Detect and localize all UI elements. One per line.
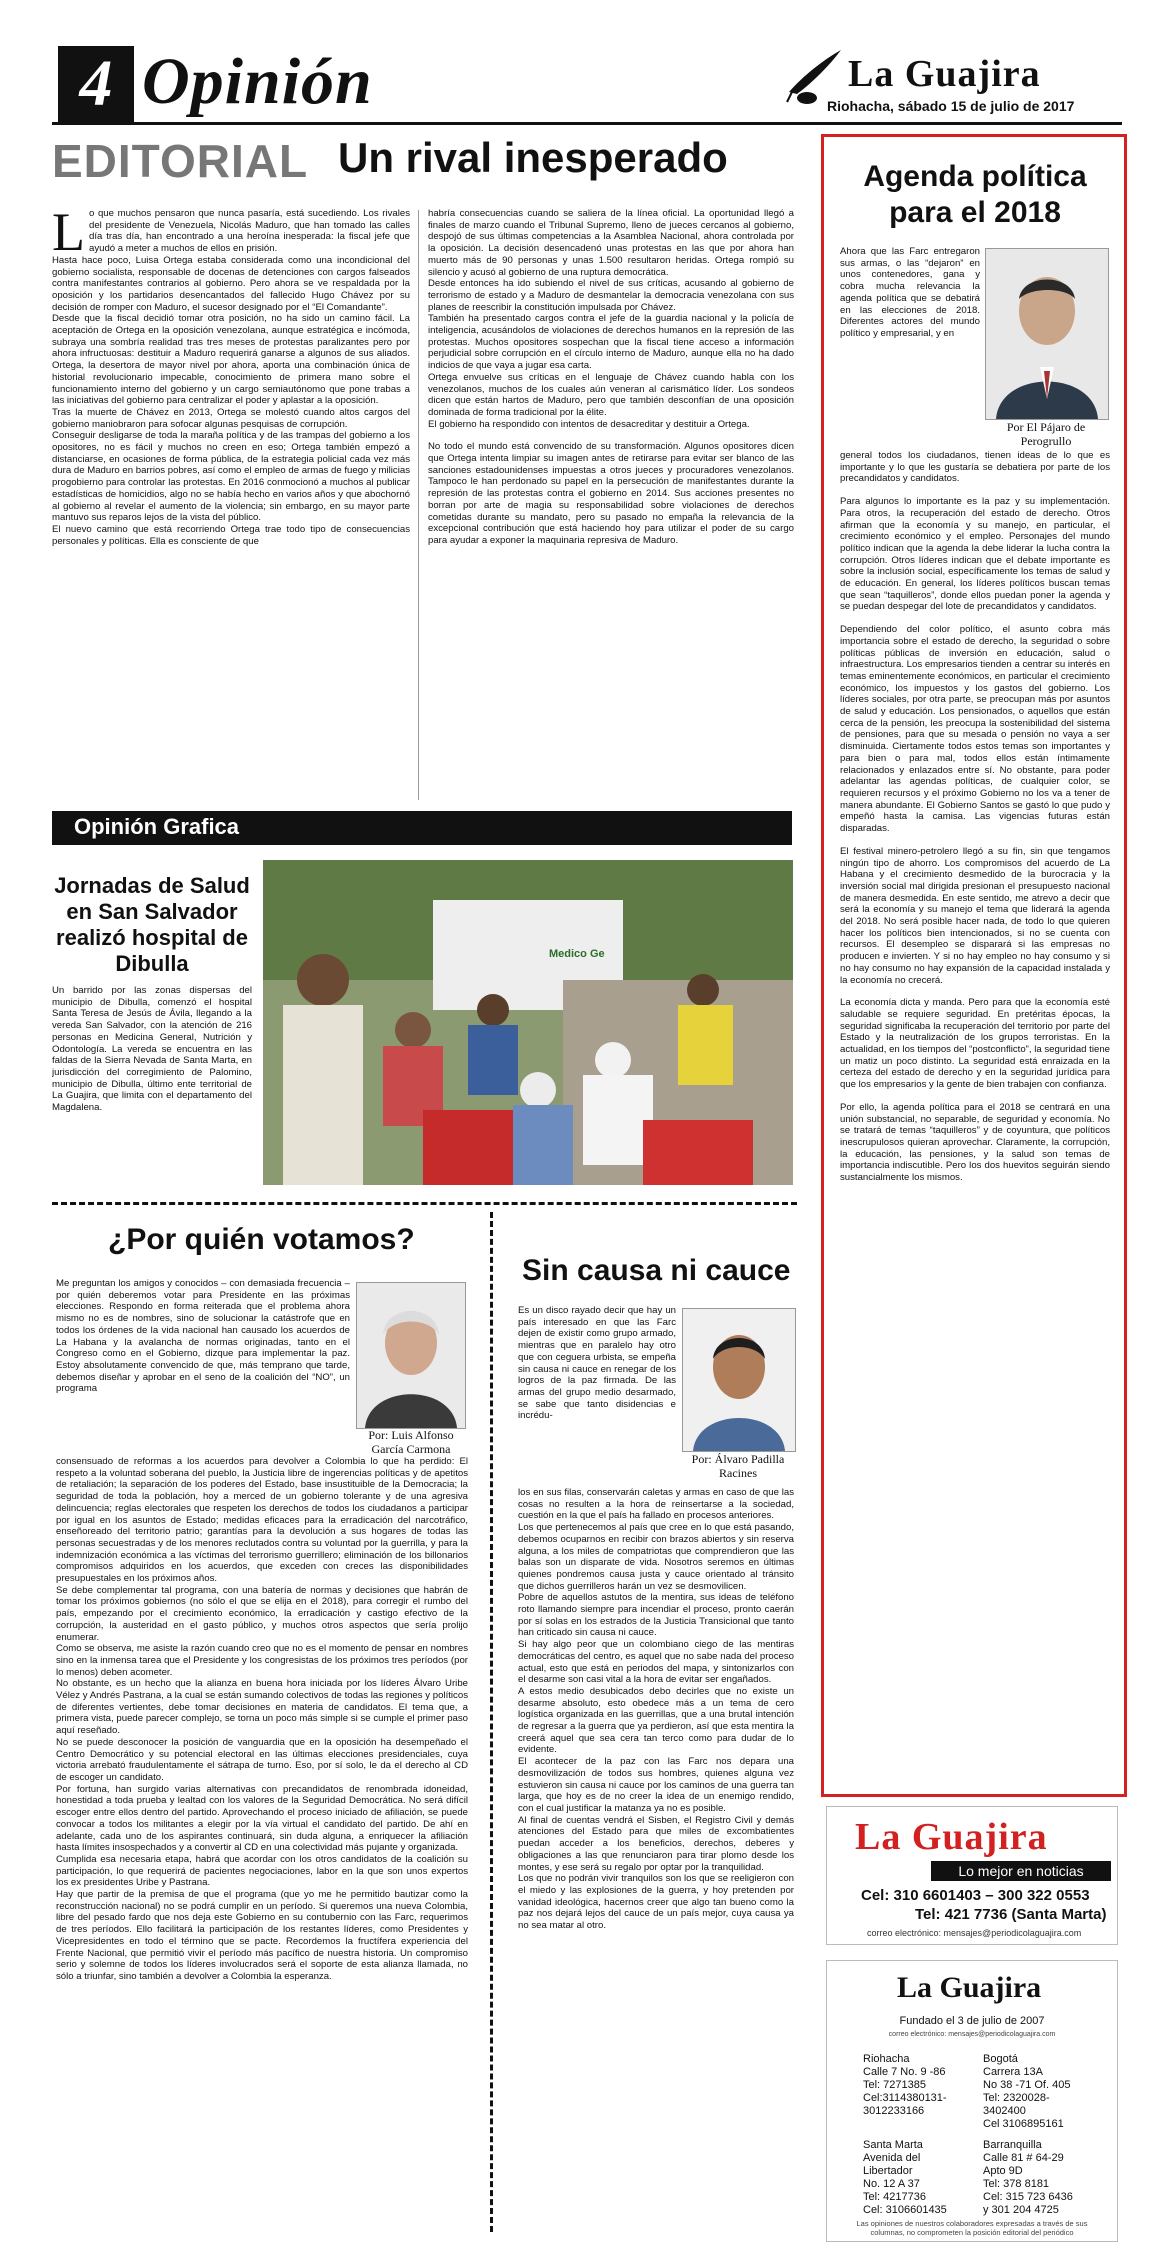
office-line: Tel: 4217736 bbox=[863, 2191, 926, 2203]
paragraph: Si hay algo peor que un colombiano ciego de las mentiras democráticas del centro, es aquel que no sabe nada del proceso actual, esto que está en periodos del mapa, y sintonizarlos con el desarme son casi vital a la hora de evitar ser engañados. bbox=[518, 1639, 794, 1686]
agenda-intro: Ahora que las Farc entregaron sus armas, o las “dejaron” en unos contenedores, gana y cobra mucha relevancia la agenda política que se debatirá en las elecciones de 2018. Diferentes actores del mundo político y empresarial, y en bbox=[840, 246, 980, 339]
photo-story-body: Un barrido por las zonas dispersas del municipio de Dibulla, comenzó el hospital Santa Teresa de Jesús de Ávila, llegando a la vereda San Salvador, con la atención de 216 personas en Medicina General, Nutrición y Odontología. La vereda se encuentra en las faldas de la Sierra Nevada de Santa Marta, en jurisdicción del corregimiento de Palomino, municipio de Dibulla, último ente territorial de La Guajira, que limita con el departamento del Magdalena. bbox=[52, 985, 252, 1114]
paragraph bbox=[840, 613, 1110, 624]
paragraph: El gobierno ha respondido con intentos de desacreditar y destituir a Ortega. bbox=[428, 418, 750, 430]
ad-slogan: Lo mejor en noticias bbox=[931, 1861, 1111, 1881]
opinion-grafica-label: Opinión Grafica bbox=[74, 814, 240, 839]
quill-inkwell-icon bbox=[783, 46, 845, 106]
votamos-body bbox=[56, 1456, 468, 2238]
column-divider bbox=[418, 210, 419, 800]
paragraph: Cumplida esa necesaria etapa, habrá que acordar con los otros candidatos de la coalición su participación, lo que requerirá de pacientes negociaciones, labor en la que son unos expertos los ex presidentes Uribe y Pastrana. bbox=[56, 1853, 468, 1889]
office-line: Calle 7 No. 9 -86 bbox=[863, 2066, 946, 2078]
paragraph: Pobre de aquellos astutos de la mentira, sus ideas de teléfono roto llamando siempre para incendiar el proceso, pronto caerán por sí solas en los estrados de la Justicia Transicional que tanto han criticado sin causa ni cauce. bbox=[518, 1592, 794, 1639]
office-line: Avenida del bbox=[863, 2152, 921, 2164]
editorial-column-2 bbox=[428, 208, 794, 804]
votamos-headline: ¿Por quién votamos? bbox=[108, 1223, 415, 1256]
editorial-column-1 bbox=[52, 208, 410, 804]
editorial-headline: Un rival inesperado bbox=[338, 134, 728, 181]
office-line: Tel: 7271385 bbox=[863, 2079, 926, 2091]
paragraph: Como se observa, me asiste la razón cuando creo que no es el momento de pensar en nombres sino en la inmensa tarea que el Presidente y los congresistas de los próximos tres períodos (por lo menos) deben acometer. bbox=[56, 1643, 468, 1678]
paragraph: consensuado de reformas a los acuerdos para devolver a Colombia lo que ha perdido: El respeto a la voluntad soberana del pueblo, la Justicia libre de ingerencias políticas y de apetitos de retaliación; la separación de los poderes del Estado, base insustituible de la Democracia; la seguridad de toda la población, hoy a merced de un gobierno tolerante y de una agresiva delincuencia; reglas electorales que respeten los derechos de todos los ciudadanos a participar por igual en los asuntos de Estado; medidas eficaces para la erradicación del narcotráfico, enseñoreado del territorio patrio; garantías para la devolución a sus hogares de todas las personas secuestradas y de los menores reclutados contra su voluntad por la guerrilla, y para la indemnización económica a las víctimas del terrorismo guerrillero; eliminación de los billonarios compromisos adquiridos en los acuerdos, que exceden con creces las disponibilidades presupuestales en los próximos años. bbox=[56, 1456, 468, 1585]
columnist-byline: Por: Luis Alfonso García Carmona bbox=[368, 1428, 454, 1456]
dateline: Riohacha, sábado 15 de julio de 2017 bbox=[827, 98, 1075, 114]
section-title: Opinión bbox=[142, 45, 373, 118]
paragraph: El acontecer de la paz con las Farc nos depara una desmovilización de todos sus hombres, quienes alguna vez estuvieron sin causa ni cauce por los caminos de una guerra tan larga, que hoy es de no creer la idea de un enemigo rendido, con el cual justificar la matanza ya no es posible. bbox=[518, 1756, 794, 1814]
office-line: No 38 -71 Of. 405 bbox=[983, 2079, 1071, 2091]
paragraph: El festival minero-petrolero llegó a su fin, sin que tengamos ningún tipo de ahorro. Los compromisos del acuerdo de La Habana y el crecimiento desmedido de la burocracia y la inversión social mal dirigida presionan el presupuesto nacional de manera desmedida. En este sentido, me atrevo a decir que será la economía y su manejo el tema que liderará la agenda del 2018. No será posible hacer nada, de todo lo que quieren hacer los políticos bien intencionados, si no se cuenta con recursos. El desempleo se disparará si las empresas no producen e invierten. Y si no hay empleo no hay consumo y si no hay consumo no hay expansión de la capacidad instalada y la economía no crecerá. bbox=[840, 845, 1110, 986]
paragraph: Hay que partir de la premisa de que el programa (que yo me he permitido bautizar como la reconstrucción nacional) no se podrá cumplir en un período. Si queremos una nueva Colombia, libre del pesado fardo que nos deja este Gobierno en su contubernio con las Farc, requerimos de tres períodos. Ello facilitará la participación de los restantes líderes, como Presidentes y Vicepresidentes en todo el término que se pacte. Recordemos la fructífera experiencia del Frente Nacional, que permitió vivir el período más pacífico de nuestra historia. Un compromiso serio y solemne de todos los líderes involucrados será el soporte de esta alianza llamada, no sólo a triunfar, sino también a devolver a Colombia la esperanza. bbox=[56, 1889, 468, 1982]
tent-text: Medico Ge bbox=[549, 948, 605, 960]
info-logo: La Guajira bbox=[897, 1971, 1042, 2004]
paragraph: habría consecuencias cuando se saliera de la línea oficial. La oportunidad llegó a finales de marzo cuando el Tribunal Supremo, lleno de jueces cercanos al gobierno, despojó de sus últimas competencias a la Asamblea Nacional, ahora controlada por la oposición. La decisión desencadenó unas protestas en las que por ahora han muerto más de 90 personas y unas 1.500 resultaron heridas. Ortega rompió su silencio y acusó al gobierno de una ruptura democrática. bbox=[428, 208, 794, 278]
paragraph bbox=[840, 986, 1110, 997]
office-line: Cel: 3106601435 bbox=[863, 2204, 947, 2216]
office-line: 3402400 bbox=[983, 2105, 1026, 2117]
photo-story-headline: Jornadas de Salud en San Salvador realizó hospital de Dibulla bbox=[54, 873, 250, 976]
office-line: Riohacha bbox=[863, 2053, 910, 2065]
drop-cap: L bbox=[52, 208, 85, 262]
columnist-photo bbox=[985, 248, 1109, 420]
office-barranquilla bbox=[983, 2139, 1113, 2217]
crowd-image bbox=[263, 860, 793, 1185]
vertical-separator bbox=[490, 1212, 493, 2232]
paragraph: Conseguir desligarse de toda la maraña política y de las trampas del gobierno a los opositores, no es fácil y muchos no creen en eso; Ortega también empezó a distanciarse, en ocasiones de forma pública, de la estrategia policial cada vez más dura de Maduro en barrios pobres, así como el empleo de armas de fuego y milicias progobierno para controlar las protestas. En 2016 conmocionó a muchos al publicar estadísticas de homicidios, algo no se había hecho en varios años y que abochornó al gobierno al revelar el aumento de la violencia; sin embargo, en su mayor parte mantuvo sus reparos lejos de la vista del público. bbox=[52, 430, 410, 524]
ad-phone-santa-marta: Tel: 421 7736 (Santa Marta) bbox=[915, 1906, 1107, 1923]
paragraph: Desde que la fiscal decidió tomar otra posición, no ha sido un camino fácil. La aceptación de Ortega en la oposición venezolana, aunque estratégica e incómoda, subraya una sombría realidad tras tres meses de protestas paralizantes pero por ahora infructuosas: destituir a Maduro requerirá ganarse a algunos de sus aliados. Ortega, la desertora de mayor nivel por ahora, aporta una combinación única de historial revolucionario impecable, conocimiento de primera mano sobre el funcionamiento interno del gobierno y un cargo semiautónomo que pone trabas a las iniciativas del gobierno para centralizar el poder y aplastar a la oposición. bbox=[52, 313, 410, 407]
votamos-intro: Me preguntan los amigos y conocidos – con demasiada frecuencia – por quién deberemos votar para Presidente en las próximas elecciones. Respondo en forma reiterada que el problema ahora mismo no es de nombres, sino de solucionar la catástrofe que en todos los órdenes de la vida nacional han causado los acuerdos de La Habana y la avalancha de normas originadas, tanto en el Congreso como en el Gobierno, dizque para implementar la paz. Estoy absolutamente convencido de que, más temprano que tarde, debemos diseñar y aprobar en el seno de la coalición del “NO”, un programa bbox=[56, 1278, 350, 1395]
info-founded: Fundado el 3 de julio de 2007 bbox=[899, 2015, 1045, 2027]
paragraph bbox=[840, 1091, 1110, 1102]
office-line: Apto 9D bbox=[983, 2165, 1023, 2177]
paragraph: Hasta hace poco, Luisa Ortega estaba considerada como una incondicional del gobierno socialista, responsable de docenas de detenciones con cargos falseados contra manifestantes contrarios al gobierno. Pero ahora se ve respaldada por la oposición y los partidarios desencantados del fallecido Hugo Chávez por su decisión de romper con Maduro, el sucesor designado por el “El Comandante”. bbox=[52, 254, 410, 313]
paragraph: No obstante, es un hecho que la alianza en buena hora iniciada por los líderes Álvaro Uribe Vélez y Andrés Pastrana, a la cual se están sumando colectivos de todas las regiones y políticos de diferentes vertientes, debe tomar decisiones en materia de candidatos. El tema que, a primera vista, puede parecer complejo, se torna un poco más simple si se cumple el primer paso aquí reseñado. bbox=[56, 1678, 468, 1737]
masthead-logo: La Guajira bbox=[848, 53, 1041, 95]
paragraph bbox=[840, 835, 1110, 846]
office-line: y 301 204 4725 bbox=[983, 2204, 1059, 2216]
agenda-body bbox=[840, 450, 1110, 1780]
sin-causa-intro: Es un disco rayado decir que hay un país interesado en que las Farc dejen de existir como grupo armado, mientras que en paralelo hay otro que con ceguera urbista, se empeña sin causa ni cauce en renegar de los logros de la paz firmada. De las armas del grupo medio desarmado, se sabe que tanto disidencias e incrédu- bbox=[518, 1305, 676, 1422]
office-bogota bbox=[983, 2053, 1113, 2131]
office-line: Carrera 13A bbox=[983, 2066, 1043, 2078]
ad-email: correo electrónico: mensajes@periodicolaguajira.com bbox=[867, 1928, 1082, 1938]
ad-phones: Cel: 310 6601403 – 300 322 0553 bbox=[861, 1887, 1090, 1904]
paragraph: los en sus filas, conservarán caletas y armas en caso de que las cosas no resulten a la hora de reinsertarse a la sociedad, cuestión en la que el país ha fallado en procesos anteriores. bbox=[518, 1487, 794, 1522]
paragraph bbox=[840, 485, 1110, 496]
paragraph: Ortega envuelve sus críticas en el lenguaje de Chávez cuando habla con los venezolanos, muchos de los cuales aún veneran al carismático líder. Los sondeos dicen que están hartos de Maduro, pero que también desconfían de una oposición dominada de forma tradicional por la élite. bbox=[428, 371, 794, 418]
section-separator bbox=[52, 1202, 797, 1205]
paragraph: Se debe complementar tal programa, con una batería de normas y decisiones que habrán de tomar los próximos gobiernos (no sólo el que se elija en el 2018), para corregir el rumbo del país, empezando por el crecimiento económico, la erradicación y castigo efectivo de la corrupción, la austeridad en el gasto público, y muchos otros aspectos que sería prolijo enumerar. bbox=[56, 1584, 468, 1643]
paragraph: Al final de cuentas vendrá el Sisben, el Registro Civil y demás atenciones del Estado para que miles de excombatientes puedan acceder a los beneficios, derechos, deberes y obligaciones a las que renunciaron para tirar plomo desde los montes, y ese será su regalo por optar por la tranquilidad. bbox=[518, 1814, 794, 1873]
office-line: Barranquilla bbox=[983, 2139, 1042, 2151]
info-disclaimer: Las opiniones de nuestros colaboradores expresadas a través de sus columnas, no comprometen la posición editorial del periódico bbox=[856, 2219, 1088, 2237]
header-rule bbox=[52, 122, 1122, 125]
paragraph: No se puede desconocer la posición de vanguardia que en la oposición ha desempeñado el Centro Democrático y su potencial electoral en las últimas elecciones presidenciales, cuya victoria arrebató fraudulentamente el sátrapa de turno. Eso, por sí solo, le da el derecho al CD de escoger un candidato. bbox=[56, 1736, 468, 1783]
portrait-icon bbox=[357, 1283, 465, 1428]
paragraph: La economía dicta y manda. Pero para que la economía esté saludable se requiere seguridad. En pretéritas épocas, la seguridad significaba la recuperación del territorio por parte del Estado y la neutralización de los grupos terroristas. En la actualidad, en los tiempos del “postconflicto”, la seguridad tiene un matiz un poco distinto. La seguridad está enraizada en la certeza del estado de derecho y en la seguridad jurídica para que los empresarios y la gente de bien trabajen con confianza. bbox=[840, 997, 1110, 1091]
paragraph: Desde entonces ha ido subiendo el nivel de sus críticas, acusando al gobierno de terrorismo de estado y a Maduro de desmantelar la democracia venezolana con sus planes de reescribir la constitución impulsada por Chávez. bbox=[428, 278, 794, 313]
sin-causa-body bbox=[518, 1487, 794, 2237]
paragraph: No todo el mundo está convencido de su transformación. Algunos opositores dicen que Ortega intenta limpiar su imagen antes de retirarse para evitar ser blanco de las sanciones estadounidenses impuestas a otros jueces y procuradores venezolanos. Tampoco le han perdonado su papel en la persecución de manifestantes durante la represión de las protestas contra el gobierno en 2014. Sus acciones presentes no borran por arte de magia su responsabilidad sobre violaciones de derechos cometidas durante su mandato, pero su pasado no empaña la relevancia de la excepcional contribución que está haciendo hoy para utilizar el poder de su cargo para ayudar a exponer la maquinaria represiva de Maduro. bbox=[428, 441, 794, 546]
office-line: Bogotá bbox=[983, 2053, 1018, 2065]
office-line: Calle 81 # 64-29 bbox=[983, 2152, 1064, 2164]
columnist-photo bbox=[682, 1308, 796, 1452]
columnist-byline: Por: Álvaro Padilla Racines bbox=[691, 1452, 785, 1480]
paragraph: general todos los ciudadanos, tienen ideas de lo que es importante y lo que les gustaría se debatiera por parte de los precandidatos y candidatos. bbox=[840, 450, 1110, 485]
agenda-headline: Agenda política para el 2018 bbox=[863, 160, 1087, 229]
paragraph: Para algunos lo importante es la paz y su implementación. Para otros, la recuperación del estado de derecho. Otros afirman que la economía y su manejo, en particular, el crecimiento económico y el empleo. Personajes del mundo político indican que la agenda la debe liderar la lucha contra la corrupción. Otros líderes indican que el debate importante es sobre la inclusión social, específicamente los temas de salud y de educación. En general, los líderes políticos buscan temas que sean “taquilleros”, donde ellos puedan poner la agenda y se puedan despegar del lote de precandidatos y candidatos. bbox=[840, 496, 1110, 613]
portrait-icon bbox=[986, 249, 1108, 419]
paragraph: Por ello, la agenda política para el 2018 se centrará en una unión substancial, no separable, de seguridad y economía. No se tratará de temas “taquilleros” y de coyuntura, que políticos inescrupulosos quieran aprovechar. Claramente, la corrupción, la educación, las pensiones, y la salud son temas de importancia indiscutible. Pero los dos huevitos seguirán siendo sustancialmente los mismos. bbox=[840, 1101, 1110, 1184]
columnist-byline: Por El Pájaro de Perogrullo bbox=[1006, 420, 1086, 448]
office-line: Cel:3114380131- bbox=[863, 2092, 947, 2104]
ad-logo: La Guajira bbox=[855, 1816, 1048, 1858]
office-line: Cel 3106895161 bbox=[983, 2118, 1064, 2130]
office-line: Tel: 378 8181 bbox=[983, 2178, 1050, 2190]
office-line: Libertador bbox=[863, 2165, 913, 2177]
newspaper-ad bbox=[826, 1806, 1118, 1945]
paragraph: El nuevo camino que está recorriendo Ortega trae todo tipo de consecuencias personales y políticas. Ella es consciente de que bbox=[52, 523, 410, 547]
paragraph bbox=[428, 430, 794, 441]
columnist-photo bbox=[356, 1282, 466, 1429]
office-santa-marta bbox=[863, 2139, 973, 2217]
portrait-icon bbox=[683, 1309, 795, 1451]
paragraph: A estos medio desubicados debo decirles que no existe un desarme absoluto, esto obedece más a un tema de cero logística organizada en las guerrillas, que a una brutal intención de regresar a la guerra que ya perdieron, así que esta mentira la creerá aquel que sea cera tan terco como para dudar de lo evidente. bbox=[518, 1685, 794, 1756]
paragraph: Tras la muerte de Chávez en 2013, Ortega se molestó cuando altos cargos del gobierno maniobraron para sofocar algunas pesquisas de corrupción. bbox=[52, 406, 410, 430]
office-line: Tel: 2320028- bbox=[983, 2092, 1050, 2104]
paragraph: Por fortuna, han surgido varias alternativas con precandidatos de renombrada idoneidad, honestidad a toda prueba y lealtad con los valores de la Seguridad Democrática. No será difícil escoger entre ellos dentro del partido. Aprovechando el proceso iniciado de afiliación, se puede convocar a todos los militantes a elegir por la vía virtual el candidato del partido. De ahí en adelante, cada uno de los aspirantes continuará, sin duda alguna, a enriquecer la afiliación hasta límites insospechados y a convertir al CD en una colectividad más pujante y organizada. bbox=[56, 1783, 468, 1854]
info-email: correo electrónico: mensajes@periodicolaguajira.com bbox=[888, 2031, 1056, 2038]
office-line: No. 12 A 37 bbox=[863, 2178, 920, 2190]
health-day-photo bbox=[263, 860, 793, 1185]
office-line: Santa Marta bbox=[863, 2139, 923, 2151]
publisher-info-box bbox=[826, 1960, 1118, 2242]
paragraph: Los que pertenecemos al país que cree en lo que está pasando, debemos ocuparnos en recibir con brazos abiertos y sin reserva alguna, a los miles de compatriotas que comprendieron que las balas son un disparate de vida. Nosotros seremos en últimas quienes pondremos causa justa y cauce orientado al tránsito que dichos guerrilleros harán un vez se desmovilicen. bbox=[518, 1522, 794, 1592]
sin-causa-headline: Sin causa ni cauce bbox=[522, 1254, 791, 1287]
office-riohacha bbox=[863, 2053, 973, 2118]
editorial-tag: EDITORIAL bbox=[52, 135, 309, 187]
paragraph: Los que no podrán vivir tranquilos son los que se reeligieron con el miedo y las explosiones de la guerra, y hoy pretenden por vanidad ideológica, hacernos creer que algo tan bueno como la paz nos dejará lejos del cauce de un país mejor, cuya causa ya no sea matar al otro. bbox=[518, 1873, 794, 1932]
paragraph: También ha presentado cargos contra el jefe de la guardia nacional y la policía de inteligencia, acusándolos de violaciones de derechos humanos en la represión de las protestas. Muchos opositores sospechan que la fiscal tiene acceso a información perjudicial sobre corrupción en el círculo interno de Maduro, aunque ella no ha dado indicios de que vaya a jugar esa carta. bbox=[428, 313, 794, 372]
office-line: 3012233166 bbox=[863, 2105, 925, 2117]
paragraph: Dependiendo del color político, el asunto cobra más importancia sobre el estado de derecho, la seguridad o sobre políticas públicas de inversión en educación, salud o infraestructura. Los empresarios tienden a centrar su interés en temas eminentemente económicos, en particular el crecimiento económico, los impuestos y los gastos del gobierno. Los líderes sociales, por otra parte, se preocupan más por asuntos de salud y educación. Los pensionados, o aquellos que están cerca de la pensión, les preocupa la sostenibilidad del sistema de pensiones, para que su mesada o pensión no vaya a ser disminuida. Ciertamente todos estos temas son importantes y para bien o para mal, todos ellos están íntimamente relacionados y enlazados entre sí. No obstante, para poder adelantar las agendas políticas, de cualquier color, se requieren recursos y el próximo Gobierno no los va a tener de manera abundante. El Gobierno Santos se gastó lo que pudo y empeñó hasta la camisa. Las vigencias futuras están disparadas. bbox=[840, 624, 1110, 835]
office-line: Cel: 315 723 6436 bbox=[983, 2191, 1073, 2203]
page-number: 4 bbox=[58, 46, 134, 122]
paragraph: o que muchos pensaron que nunca pasaría, está sucediendo. Los rivales del presidente de Venezuela, Nicolás Maduro, que han tomado las calles día tras día, han encontrado a una heroína inesperada: la fiscal jefe que ayudó a meter a muchos de ellos en prisión. bbox=[89, 208, 410, 255]
